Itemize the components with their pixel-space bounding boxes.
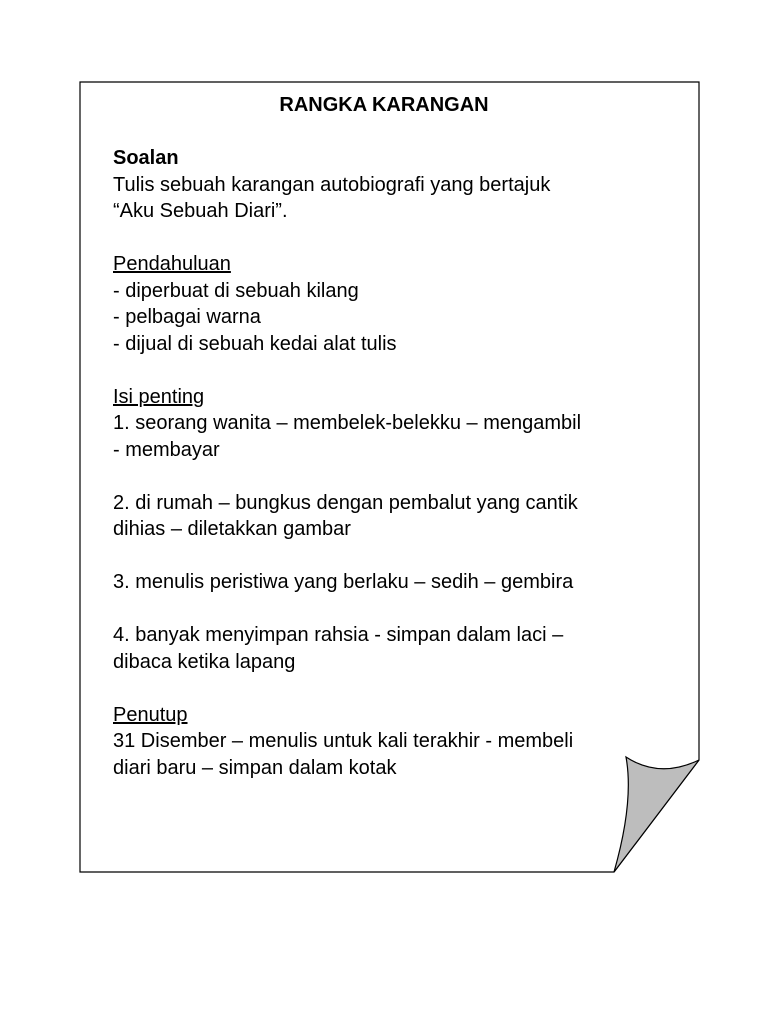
pendahuluan-item: - pelbagai warna <box>113 306 261 328</box>
pendahuluan-item: - dijual di sebuah kedai alat tulis <box>113 332 397 355</box>
pendahuluan-heading: Pendahuluan <box>113 253 231 275</box>
isi-point-2-line-2: dihias – diletakkan gambar <box>113 518 351 540</box>
isi-penting-heading: Isi penting <box>113 385 205 408</box>
soalan-heading: Soalan <box>113 147 179 169</box>
isi-point-2-line-1: 2. di rumah – bungkus dengan pembalut yang cantik <box>113 491 578 514</box>
isi-point-4-line-2: dibaca ketika lapang <box>113 650 296 673</box>
isi-point-1-line-2: - membayar <box>113 438 220 461</box>
penutup-line-1: 31 Disember – menulis untuk kali terakhir - membeli <box>113 730 574 752</box>
isi-point-4-line-1: 4. banyak menyimpan rahsia - simpan dalam laci – <box>113 624 564 646</box>
soalan-line-1: Tulis sebuah karangan autobiografi yang bertajuk <box>113 173 551 196</box>
document-content <box>113 92 655 781</box>
soalan-line-2: “Aku Sebuah Diari”. <box>113 200 288 222</box>
isi-point-1-line-1: 1. seorang wanita – membelek-belekku – mengambil <box>113 412 582 434</box>
page-title: RANGKA KARANGAN <box>279 94 489 116</box>
penutup-line-2: diari baru – simpan dalam kotak <box>113 756 397 779</box>
penutup-heading: Penutup <box>113 703 188 726</box>
isi-point-3-line-1: 3. menulis peristiwa yang berlaku – sedih – gembira <box>113 571 574 593</box>
pendahuluan-item: - diperbuat di sebuah kilang <box>113 279 359 302</box>
